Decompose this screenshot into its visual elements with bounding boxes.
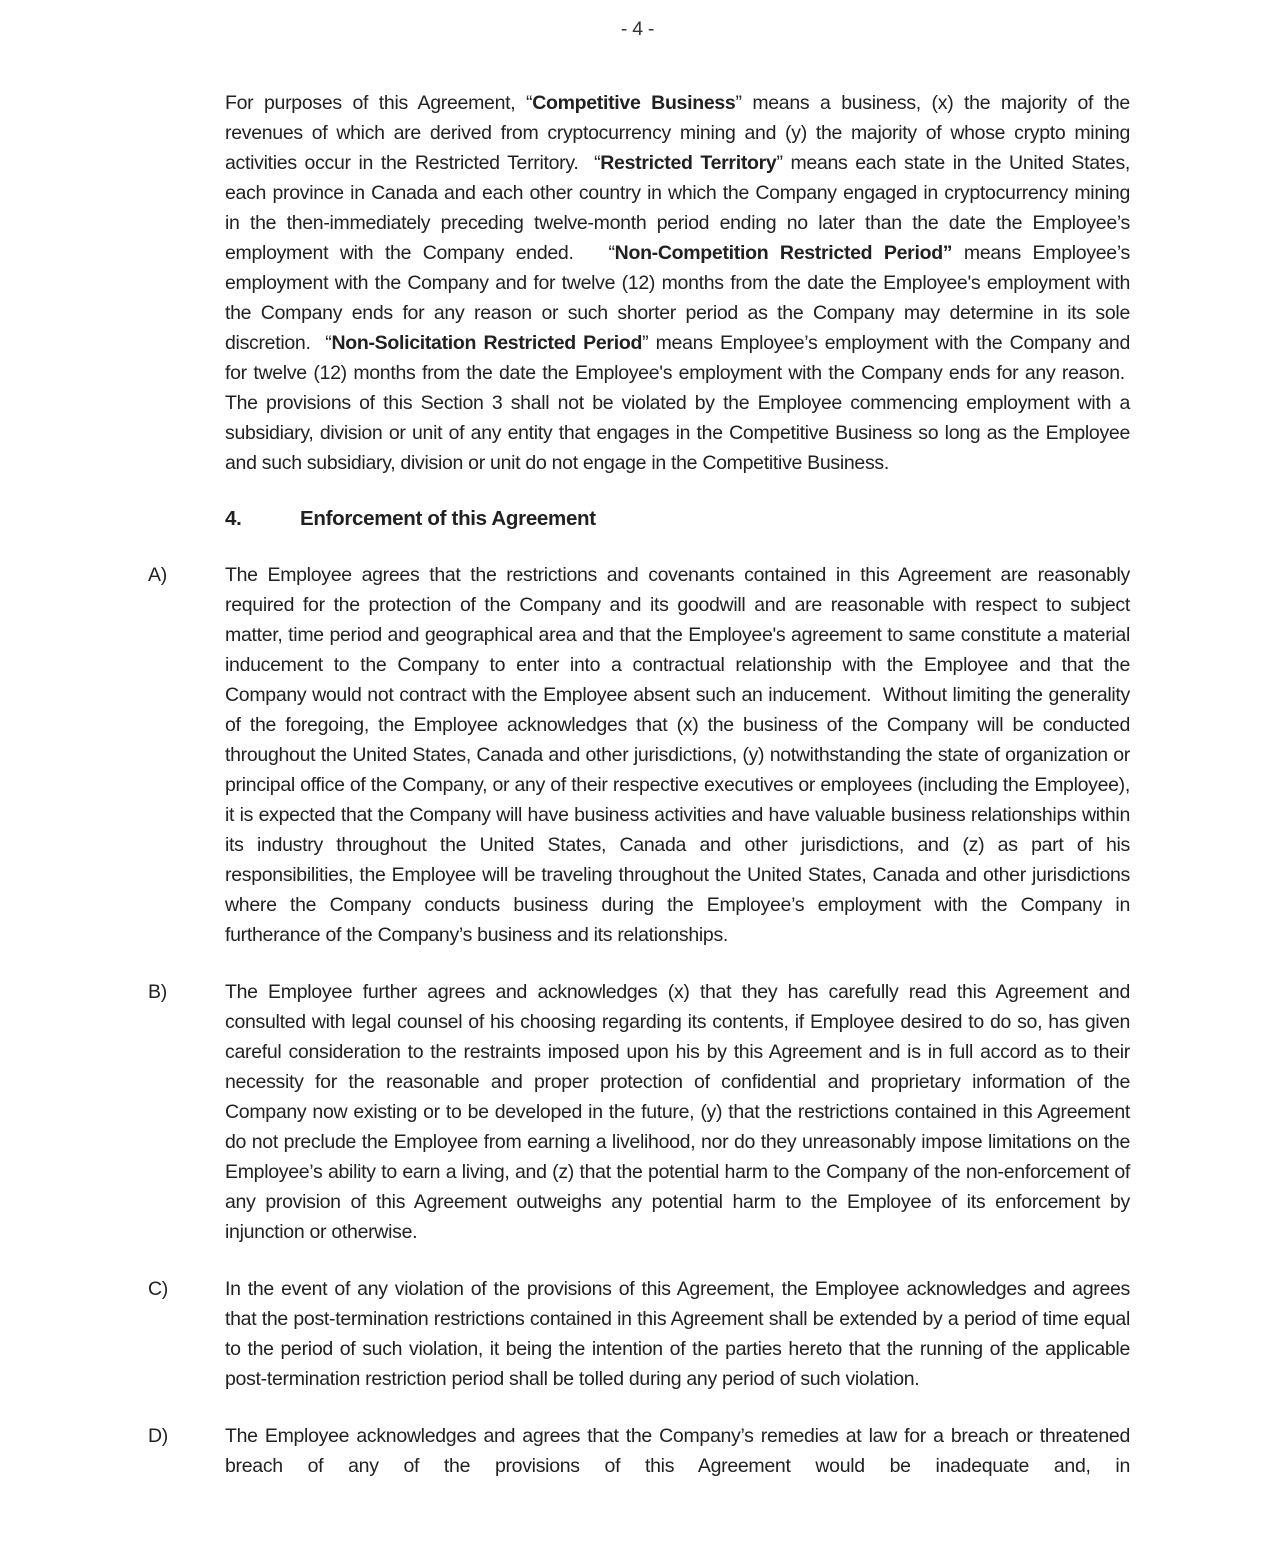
clause-a bbox=[148, 560, 1130, 950]
clause-a-text: The Employee agrees that the restrictions and covenants contained in this Agreement are reasonably required for the protection of the Company and its goodwill and are reasonable with respect to subject matter, time period and geographical area and that the Employee's agreement to same constitute a material inducement to the Company to enter into a contractual relationship with the Employee and that the Company would not contract with the Employee absent such an inducement. Without limiting the generality of the foregoing, the Employee acknowledges that (x) the business of the Company will be conducted throughout the United States, Canada and other jurisdictions, (y) notwithstanding the state of organization or principal office of the Company, or any of their respective executives or employees (including the Employee), it is expected that the Company will have business activities and have valuable business relationships within its industry throughout the United States, Canada and other jurisdictions, and (z) as part of his responsibilities, the Employee will be traveling throughout the United States, Canada and other jurisdictions where the Company conducts business during the Employee’s employment with the Company in furtherance of the Company’s business and its relationships. bbox=[225, 564, 1130, 946]
definitions-paragraph: For purposes of this Agreement, “Competitive Business” means a business, (x) the majority of the revenues of which are derived from cryptocurrency mining and (y) the majority of whose crypto mining activities occur in the Restricted Territory. “Restricted Territory” means each state in the United States, each province in Canada and each other country in which the Company engaged in cryptocurrency mining in the then-immediately preceding twelve-month period ending no later than the date the Employee’s employment with the Company ended. “Non-Competition Restricted Period” means Employee’s employment with the Company and for twelve (12) months from the date the Employee's employment with the Company ends for any reason or such shorter period as the Company may determine in its sole discretion. “Non-Solicitation Restricted Period” means Employee’s employment with the Company and for twelve (12) months from the date the Employee's employment with the Company ends for any reason. The provisions of this Section 3 shall not be violated by the Employee commencing employment with a subsidiary, division or unit of any entity that engages in the Competitive Business so long as the Employee and such subsidiary, division or unit do not engage in the Competitive Business. bbox=[225, 92, 1131, 474]
clause-d bbox=[148, 1421, 1130, 1481]
clause-b bbox=[148, 977, 1130, 1247]
clause-b-text: The Employee further agrees and acknowledges (x) that they has carefully read this Agreement and consulted with legal counsel of his choosing regarding its contents, if Employee desired to do so, has given careful consideration to the restraints imposed upon his by this Agreement and is in full accord as to their necessity for the reasonable and proper protection of confidential and proprietary information of the Company now existing or to be developed in the future, (y) that the restrictions contained in this Agreement do not preclude the Employee from earning a livelihood, nor do they unreasonably impose limitations on the Employee’s ability to earn a living, and (z) that the potential harm to the Company of the non-enforcement of any provision of this Agreement outweighs any potential harm to the Employee of its enforcement by injunction or otherwise. bbox=[225, 981, 1130, 1243]
page-number: - 4 - bbox=[620, 18, 655, 40]
clause-a-label: A) bbox=[148, 564, 167, 586]
clause-c bbox=[148, 1274, 1130, 1394]
clause-c-text: In the event of any violation of the provisions of this Agreement, the Employee acknowledges and agrees that the post-termination restrictions contained in this Agreement shall be extended by a period of time equal to the period of such violation, it being the intention of the parties hereto that the running of the applicable post-termination restriction period shall be tolled during any period of such violation. bbox=[225, 1278, 1130, 1390]
section-number: 4. bbox=[225, 507, 242, 530]
clause-b-label: B) bbox=[148, 981, 167, 1003]
clause-c-label: C) bbox=[148, 1278, 168, 1300]
section-title: Enforcement of this Agreement bbox=[300, 507, 596, 530]
clause-d-text: The Employee acknowledges and agrees that the Company’s remedies at law for a breach or threatened breach of any of the provisions of this Agreement would be inadequate and, in bbox=[225, 1425, 1130, 1477]
document-content bbox=[148, 88, 1130, 1481]
clause-d-label: D) bbox=[148, 1425, 168, 1447]
section-heading bbox=[225, 504, 1130, 534]
